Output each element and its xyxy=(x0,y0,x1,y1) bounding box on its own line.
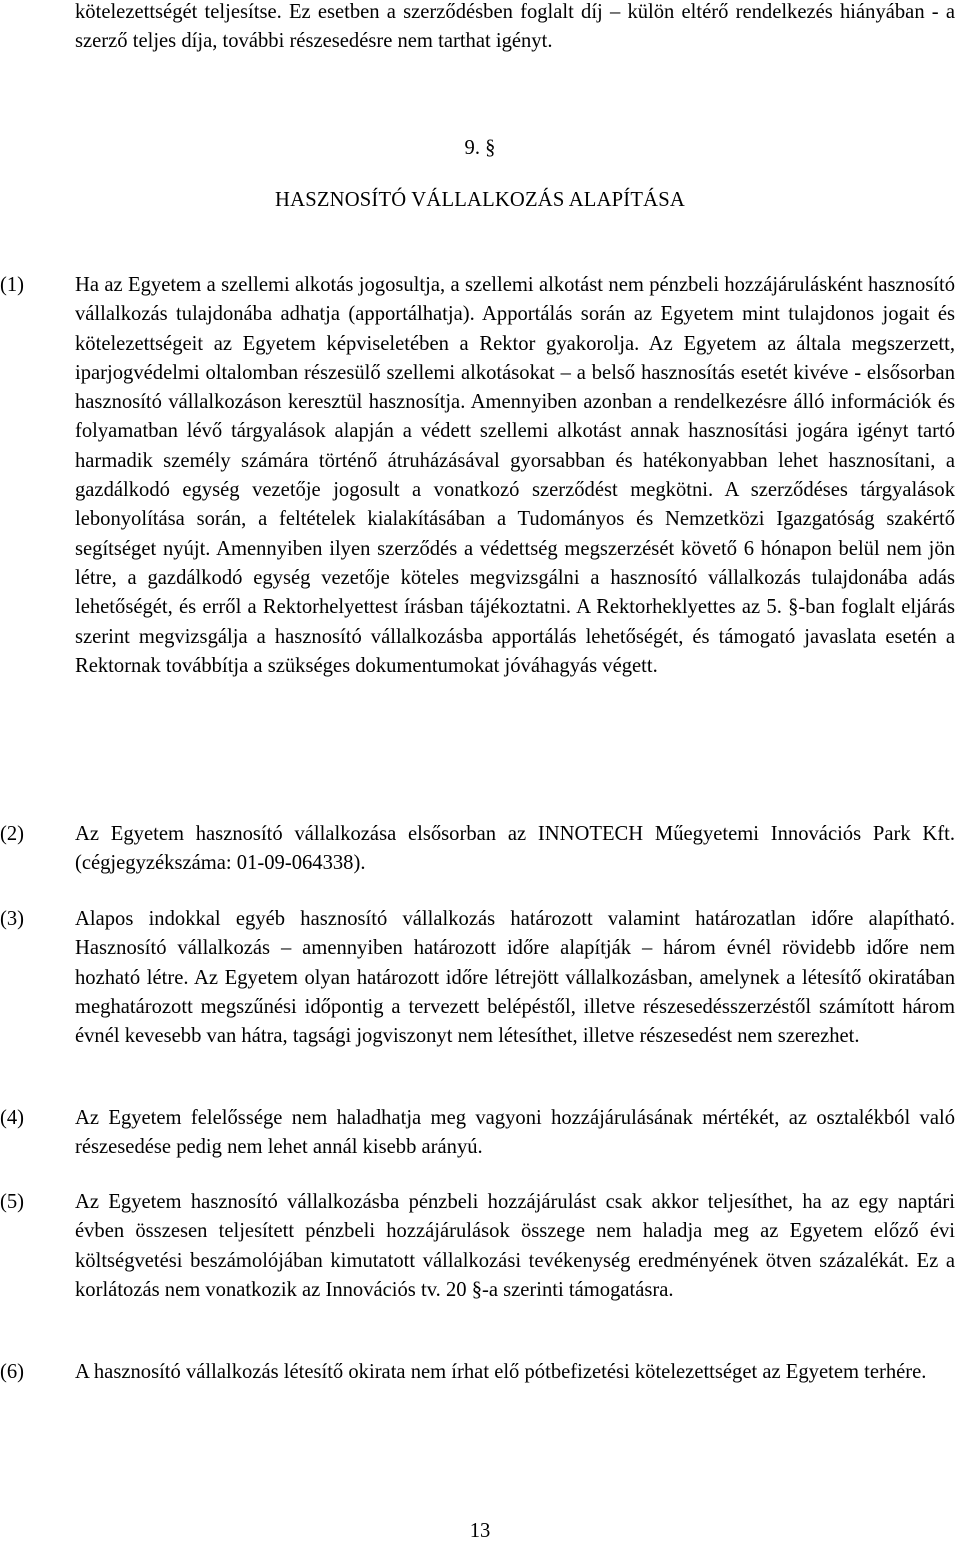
paragraph-text: Az Egyetem hasznosító vállalkozása elsősorban az INNOTECH Műegyetemi Innovációs Park Kft. (cégjegyzékszáma: 01-09-064338). xyxy=(75,823,955,875)
page-number: 13 xyxy=(469,1520,491,1542)
paragraph-text: A hasznosító vállalkozás létesítő okirata nem írhat elő pótbefizetési kötelezettséget az Egyetem terhére. xyxy=(75,1361,927,1383)
paragraph-text: Az Egyetem hasznosító vállalkozásba pénzbeli hozzájárulást csak akkor teljesíthet, ha az egy naptári évben összesen teljesített pénzbeli hozzájárulások összege nem haladja meg az Egyetem előző évi költségvetési beszámolójában kimutatott vállalkozási tevékenység eredményének ötven százalékát. Ez a korlátozás nem vonatkozik az Innovációs tv. 20 §-a szerinti támogatásra. xyxy=(75,1191,955,1301)
section-number: 9. § xyxy=(464,137,496,159)
paragraph-number: (3) xyxy=(0,908,25,930)
section-title: HASZNOSÍTÓ VÁLLALKOZÁS ALAPÍTÁSA xyxy=(275,189,685,211)
paragraph-number: (4) xyxy=(0,1107,25,1129)
paragraph-text: Alapos indokkal egyéb hasznosító vállalkozás határozott valamint határozatlan időre alapítható. Hasznosító vállalkozás – amennyiben határozott időre alapítják – három évnél rövidebb időre nem hozható létre. Az Egyetem olyan határozott időre létrejött vállalkozásban, amelynek a létesítő okiratában meghatározott megszűnési időpontig a tervezett belépéstől, illetve részesedésszerzéstől számított három évnél kevesebb van hátra, tagsági jogviszonyt nem létesíthet, illetve részesedést nem szerezhet. xyxy=(75,908,955,1048)
paragraph-text: Ha az Egyetem a szellemi alkotás jogosultja, a szellemi alkotást nem pénzbeli hozzájárulásként hasznosító vállalkozás tulajdonába adhatja (apportálhatja). Apportálás során az Egyetem mint tulajdonos jogait és kötelezettségeit az Egyetem képviseletében a Rektor gyakorolja. Az Egyetem az általa megszerzett, iparjogvédelmi oltalomban részesülő szellemi alkotásokat – a belső hasznosítás esetét kivéve - elsősorban hasznosító vállalkozáson keresztül hasznosítja. Amennyiben azonban a rendelkezésre álló információk és folyamatban lévő tárgyalások alapján a védett szellemi alkotást annak hasznosítási jogára igényt tartó harmadik személy számára történő átruházásával gyorsabban és hatékonyabban lehet hasznosítani, a gazdálkodó egység vezetője jogosult a vonatkozó szerződést megkötni. A szerződéses tárgyalások lebonyolítása során, a feltételek kialakításában a Tudományos és Nemzetközi Igazgatóság szakértő segítséget nyújt. Amennyiben ilyen szerződés a védettség megszerzését követő 6 hónapon belül nem jön létre, a gazdálkodó egység vezetője köteles megvizsgálni a hasznosító vállalkozás tulajdonába adás lehetőségét, és erről a Rektorhelyettest írásban tájékoztatni. A Rektorheklyettes az 5. §-ban foglalt eljárás szerint megvizsgálja a hasznosító vállalkozásba apportálás lehetőségét, és támogató javaslata esetén a Rektornak továbbítja a szükséges dokumentumokat jóváhagyás végett. xyxy=(75,274,955,677)
paragraph-number: (2) xyxy=(0,823,25,845)
paragraph-text: Az Egyetem felelőssége nem haladhatja meg vagyoni hozzájárulásának mértékét, az osztalékból való részesedése pedig nem lehet annál kisebb arányú. xyxy=(75,1107,955,1159)
intro-text: kötelezettségét teljesítse. Ez esetben a szerződésben foglalt díj – külön eltérő rendelkezés hiányában - a szerző teljes díja, további részesedésre nem tarthat igényt. xyxy=(75,1,955,53)
paragraph-number: (5) xyxy=(0,1191,25,1213)
paragraph-number: (6) xyxy=(0,1361,25,1383)
paragraph-number: (1) xyxy=(0,274,25,296)
